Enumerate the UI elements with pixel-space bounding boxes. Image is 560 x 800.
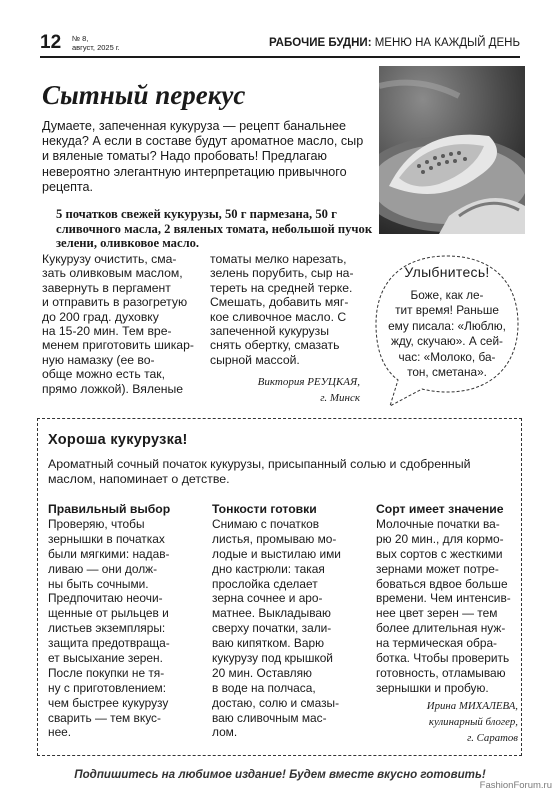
tip-line: После покупки не тя-	[48, 665, 165, 680]
recipe-column-1	[42, 252, 202, 396]
section-title-rest: МЕНЮ НА КАЖДЫЙ ДЕНЬ	[371, 37, 520, 49]
recipe-line: обще можно есть так,	[42, 367, 166, 382]
section-title-bold: РАБОЧИЕ БУДНИ:	[269, 37, 372, 49]
tip-line: сварить — тем вкус-	[48, 710, 161, 725]
recipe-line: на 15-20 мин. Тем вре-	[42, 323, 172, 338]
tip-line: вых сортов с жесткими	[376, 546, 503, 561]
issue-date: август, 2025 г.	[72, 43, 120, 52]
tip-line: лом.	[212, 725, 238, 740]
tip-line: зерна сочнее и аро-	[212, 591, 323, 606]
tip-line: ны быть сочными.	[48, 576, 149, 591]
tip-line: защита предотвраща-	[48, 636, 170, 651]
recipe-line: зать оливковым маслом,	[42, 266, 183, 281]
recipe-line: прямо ложкой). Вяленые	[42, 381, 184, 396]
watermark: FashionForum.ru	[479, 780, 552, 791]
tip-line: боваться вдвое больше	[376, 576, 508, 591]
article-lead: Думаете, запеченная кукуруза — рецепт банальнее некуда? А если в составе будут ароматное масло, сыр и вяленые томаты? Надо пробовать! Предлагаю невероятно элегантную интерпретацию привычного рецепта.	[42, 119, 364, 194]
tip-line: ливаю — они долж-	[48, 561, 158, 576]
recipe-line: зелень порубить, сыр на-	[210, 266, 354, 281]
recipe-line: завернуть в пергамент	[42, 280, 171, 295]
joke-line: ему писала: «Люблю,	[388, 318, 506, 333]
tip-heading-choice: Правильный выбор	[48, 502, 171, 516]
tip-column-choice	[48, 517, 198, 740]
tip-line: ваю сливочным мас-	[212, 710, 327, 725]
article-author: Виктория РЕУЦКАЯ,	[257, 376, 360, 388]
joke-title: Улыбнитесь!	[404, 264, 490, 280]
recipe-line: сырной массой.	[210, 352, 300, 367]
tip-line: зернами может потре-	[376, 561, 499, 576]
tip-line: рю 20 мин., для кормо-	[376, 531, 504, 546]
tip-line: матнее. Выкладываю	[212, 606, 331, 621]
tip-line: кукурузу под крышкой	[212, 651, 333, 666]
tips-box-intro: Ароматный сочный початок кукурузы, присыпанный солью и сдобренный маслом, напоминает о детстве.	[48, 457, 471, 486]
tip-line: прослойка сделает	[212, 576, 318, 591]
recipe-line: ную намазку (ее во-	[42, 352, 155, 367]
tips-author-role: кулинарный блогер,	[428, 716, 518, 728]
issue-number: № 8,	[72, 34, 89, 43]
tip-line: Снимаю с початков	[212, 517, 320, 531]
tips-author: Ирина МИХАЛЕВА,	[426, 700, 518, 712]
recipe-line: и отправить в разогретую	[42, 295, 188, 310]
section-title	[269, 37, 520, 49]
recipe-column-2	[210, 252, 370, 367]
tip-line: зернышки в початках	[48, 531, 165, 546]
joke-line: Боже, как ле-	[410, 288, 484, 302]
corn-photo	[379, 66, 525, 234]
tip-line: Предпочитаю неочи-	[48, 591, 163, 606]
tip-line: щенные от рыльцев и	[48, 606, 169, 621]
recipe-line: менем приготовить шикар-	[42, 338, 194, 353]
tip-line: дно кастрюли: такая	[212, 561, 325, 576]
tip-line: более длительная нуж-	[376, 621, 506, 636]
tip-line: листья, промываю мо-	[212, 531, 337, 546]
recipe-line: кое сливочное масло. С	[210, 309, 347, 324]
corn-photo-illustration	[379, 66, 525, 234]
joke-line: час: «Молоко, ба-	[398, 349, 496, 364]
tips-box-title: Хороша кукурузка!	[48, 432, 188, 448]
page-number: 12	[40, 32, 62, 53]
tip-line: ботка. Чтобы проверить	[376, 651, 510, 666]
tip-line: лодые и выстилаю ими	[212, 546, 341, 561]
tip-line: листьев экземпляры:	[48, 621, 166, 636]
tip-line: Молочные початки ва-	[376, 517, 500, 531]
tip-line: ет высыхание зерен.	[48, 651, 163, 666]
tip-line: были мягкими: надав-	[48, 546, 170, 561]
tip-line: ну с приготовлением:	[48, 680, 167, 695]
tip-column-variety	[376, 517, 520, 696]
joke-line: жду, скучаю». А сей-	[391, 334, 503, 349]
joke-line: тон, сметана».	[407, 364, 487, 379]
tip-line: нее цвет зерен — тем	[376, 606, 498, 621]
tip-line: нее.	[48, 725, 72, 740]
recipe-line: Кукурузу очистить, сма-	[42, 252, 177, 266]
tip-line: в воде на полчаса,	[212, 680, 316, 695]
tip-line: Проверяю, чтобы	[48, 517, 145, 531]
tip-column-cooking	[212, 517, 362, 740]
tip-line: зернышки и пробую.	[376, 680, 489, 695]
tip-heading-variety: Сорт имеет значение	[376, 502, 504, 516]
tips-city: г. Саратов	[467, 732, 518, 744]
article-city: г. Минск	[320, 392, 360, 404]
tip-line: ваю кипятком. Варю	[212, 636, 324, 651]
joke-text	[380, 288, 514, 380]
tip-heading-cooking: Тонкости готовки	[212, 502, 317, 516]
article-title: Сытный перекус	[42, 80, 246, 110]
tip-line: чем быстрее кукурузу	[48, 695, 169, 710]
recipe-line: запеченной кукурузы	[210, 323, 329, 338]
tip-line: готовность, отламываю	[376, 665, 506, 680]
tip-line: на термическая обра-	[376, 636, 498, 651]
tip-line: времени. Чем интенсив-	[376, 591, 511, 606]
recipe-line: снять обертку, смазать	[210, 338, 340, 353]
header-divider	[40, 56, 520, 58]
recipe-line: тереть на средней терке.	[210, 280, 353, 295]
joke-line: тит время! Раньше	[395, 303, 499, 318]
tip-line: достаю, солю и смазы-	[212, 695, 340, 710]
tip-line: 20 мин. Оставляю	[212, 665, 312, 680]
subscribe-footer: Подпишитесь на любимое издание! Будем вместе вкусно готовить!	[74, 768, 486, 781]
recipe-line: Смешать, добавить мяг-	[210, 295, 349, 310]
tip-line: сверху початки, зали-	[212, 621, 332, 636]
recipe-line: до 200 град. духовку	[42, 309, 159, 324]
ingredients-list: 5 початков свежей кукурузы, 50 г пармезана, 50 г сливочного масла, 2 вяленых томата, небольшой пучок зелени, оливковое масло.	[56, 207, 373, 251]
recipe-line: томаты мелко нарезать,	[210, 252, 347, 266]
issue-info	[72, 34, 120, 52]
